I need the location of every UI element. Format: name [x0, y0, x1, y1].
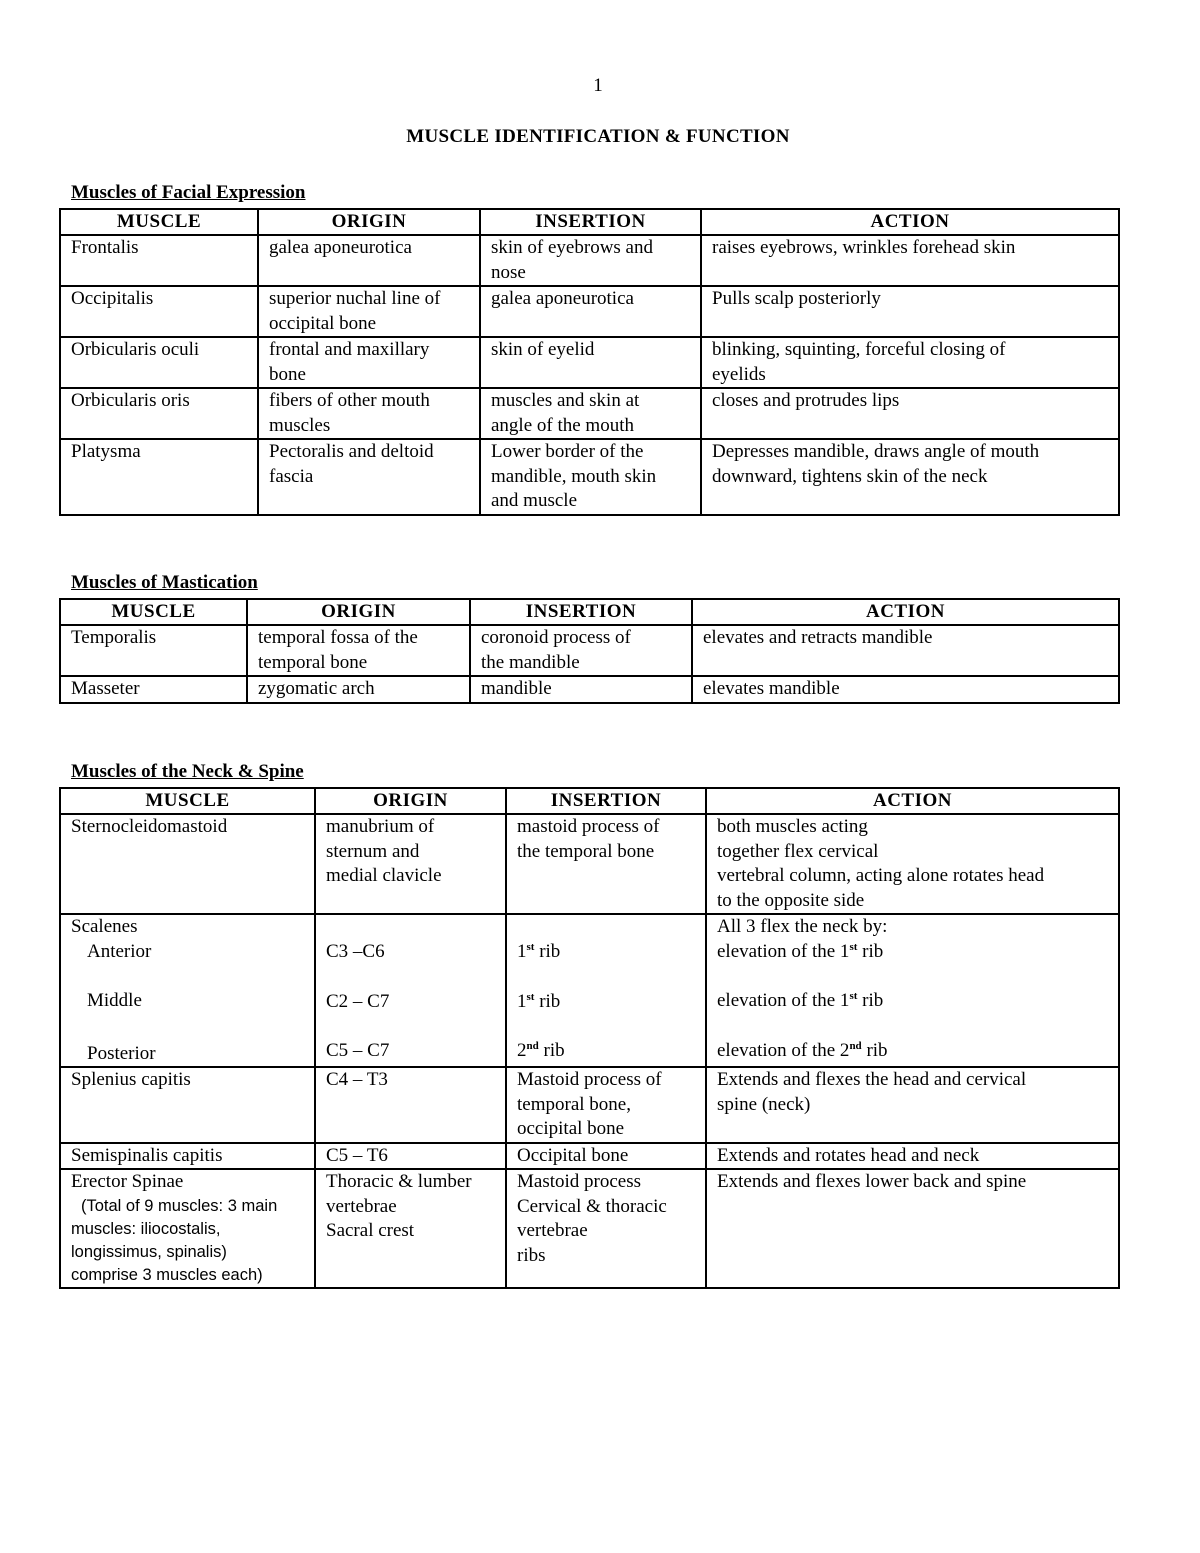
- table-row: [60, 1169, 1119, 1288]
- action-line: raises eyebrows, wrinkles forehead skin: [712, 237, 1016, 258]
- cell-muscle: [60, 1067, 315, 1143]
- origin-line: temporal fossa of the: [258, 627, 418, 648]
- insertion-line: galea aponeurotica: [491, 288, 634, 309]
- table-row: [60, 337, 1119, 388]
- header-muscle: MUSCLE: [60, 788, 315, 814]
- cell-origin: [258, 439, 480, 515]
- action-line: blinking, squinting, forceful closing of: [712, 339, 1006, 360]
- action-line: All 3 flex the neck by:: [717, 916, 888, 937]
- origin-line: vertebrae: [326, 1195, 397, 1217]
- cell-action: [706, 1067, 1119, 1143]
- origin-line: sternum and: [326, 840, 420, 862]
- insertion-line: temporal bone,: [517, 1093, 631, 1115]
- cell-muscle: [60, 1143, 315, 1170]
- header-origin: ORIGIN: [247, 599, 470, 625]
- origin-line: zygomatic arch: [258, 678, 375, 699]
- insertion-line: Cervical & thoracic: [517, 1195, 667, 1217]
- table-row: [60, 235, 1119, 286]
- origin-line: Pectoralis and deltoid: [269, 441, 434, 462]
- cell-action: [706, 1169, 1119, 1288]
- insertion-line: angle of the mouth: [491, 414, 634, 436]
- action-line: elevation of the 1st rib: [717, 990, 884, 1011]
- cell-insertion: [480, 235, 701, 286]
- origin-line: occipital bone: [269, 312, 377, 334]
- action-line: spine (neck): [717, 1093, 811, 1115]
- insertion-line: skin of eyelid: [491, 339, 595, 360]
- action-line: elevation of the 2nd rib: [717, 1039, 888, 1061]
- insertion-line: skin of eyebrows and: [491, 237, 653, 258]
- cell-origin: [258, 235, 480, 286]
- action-line: together flex cervical: [717, 840, 879, 862]
- cell-origin: [315, 1067, 506, 1143]
- section-heading-facial-expression: Muscles of Facial Expression: [71, 182, 306, 203]
- cell-origin: [258, 337, 480, 388]
- cell-action: [701, 388, 1119, 439]
- action-line: Pulls scalp posteriorly: [712, 288, 881, 309]
- cell-insertion: [506, 1067, 706, 1143]
- cell-insertion: [506, 814, 706, 914]
- action-line: both muscles acting: [717, 816, 868, 837]
- cell-muscle: [60, 286, 258, 337]
- action-line: to the opposite side: [717, 889, 865, 911]
- insertion-line: the mandible: [481, 651, 580, 673]
- cell-muscle: [60, 337, 258, 388]
- cell-muscle: [60, 388, 258, 439]
- neck-spine-table: [59, 787, 1120, 1289]
- insertion-line: and muscle: [491, 490, 578, 511]
- document-title: MUSCLE IDENTIFICATION & FUNCTION: [406, 126, 790, 147]
- muscle-line: Masseter: [71, 678, 140, 699]
- origin-line: C2 – C7: [326, 990, 390, 1012]
- header-action: ACTION: [706, 788, 1119, 814]
- table-row: [60, 1143, 1119, 1170]
- table-header-row: [60, 788, 1119, 814]
- origin-line: muscles: [269, 414, 331, 436]
- cell-insertion: [470, 676, 692, 703]
- action-line: eyelids: [712, 363, 766, 385]
- table-row: [60, 1067, 1119, 1143]
- origin-line: manubrium of: [326, 816, 435, 837]
- origin-line: frontal and maxillary: [269, 339, 430, 360]
- table-body: [60, 235, 1119, 515]
- cell-action: [706, 1143, 1119, 1170]
- cell-insertion: [480, 286, 701, 337]
- header-insertion: INSERTION: [506, 788, 706, 814]
- origin-line: Thoracic & lumber: [326, 1171, 472, 1192]
- action-line: elevates and retracts mandible: [703, 627, 933, 648]
- origin-line: C5 – C7: [326, 1040, 390, 1061]
- cell-insertion: [470, 625, 692, 676]
- action-line: closes and protrudes lips: [712, 390, 900, 411]
- header-insertion: INSERTION: [470, 599, 692, 625]
- muscle-name: Sternocleidomastoid: [71, 816, 228, 837]
- origin-line: temporal bone: [258, 651, 368, 673]
- cell-insertion: [480, 337, 701, 388]
- insertion-line: occipital bone: [517, 1118, 625, 1139]
- table-row: [60, 439, 1119, 515]
- insertion-line: mandible, mouth skin: [491, 465, 657, 487]
- insertion-line: Lower border of the: [491, 441, 644, 462]
- origin-line: superior nuchal line of: [269, 288, 441, 309]
- muscle-line: Frontalis: [71, 237, 139, 258]
- insertion-line: nose: [491, 261, 526, 283]
- origin-line: C4 – T3: [326, 1069, 388, 1090]
- cell-insertion: [480, 388, 701, 439]
- muscle-name: Semispinalis capitis: [71, 1144, 223, 1166]
- cell-action: [701, 337, 1119, 388]
- table-row: [60, 914, 1119, 1067]
- cell-muscle: [60, 625, 247, 676]
- note-line: (Total of 9 muscles: 3 main: [81, 1196, 278, 1215]
- insertion-line: mastoid process of: [517, 816, 660, 837]
- insertion-line: mandible: [481, 678, 552, 699]
- note-line: comprise 3 muscles each): [71, 1265, 263, 1284]
- cell-origin: [258, 286, 480, 337]
- origin-line: fibers of other mouth: [269, 390, 430, 411]
- action-line: Depresses mandible, draws angle of mouth: [712, 441, 1040, 462]
- header-origin: ORIGIN: [315, 788, 506, 814]
- insertion-line: Mastoid process: [517, 1171, 642, 1192]
- action-line: Extends and flexes lower back and spine: [717, 1171, 1027, 1192]
- table-header-row: [60, 209, 1119, 235]
- origin-line: C5 – T6: [326, 1144, 388, 1166]
- table-row: [60, 676, 1119, 703]
- action-line: elevates mandible: [703, 678, 840, 699]
- insertion-line: vertebrae: [517, 1220, 588, 1241]
- origin-line: Sacral crest: [326, 1220, 415, 1241]
- scalene-anterior-label: Anterior: [87, 940, 152, 962]
- insertion-line: ribs: [517, 1244, 546, 1266]
- section-heading-mastication: Muscles of Mastication: [71, 572, 258, 593]
- cell-muscle: [60, 235, 258, 286]
- header-action: ACTION: [701, 209, 1119, 235]
- header-muscle: MUSCLE: [60, 599, 247, 625]
- table-row: [60, 814, 1119, 914]
- action-line: downward, tightens skin of the neck: [712, 465, 988, 487]
- muscle-name: Scalenes: [71, 916, 138, 937]
- header-origin: ORIGIN: [258, 209, 480, 235]
- origin-line: fascia: [269, 465, 314, 487]
- cell-origin: [315, 1169, 506, 1288]
- scalene-middle-label: Middle: [87, 990, 142, 1011]
- note-line: muscles: iliocostalis,: [71, 1219, 221, 1238]
- mastication-table: [59, 598, 1120, 704]
- table-row: [60, 388, 1119, 439]
- cell-action: [701, 235, 1119, 286]
- cell-insertion: [506, 1169, 706, 1288]
- cell-muscle: [60, 676, 247, 703]
- cell-insertion: [506, 914, 706, 1067]
- section-heading-neck-spine: Muscles of the Neck & Spine: [71, 761, 304, 782]
- muscle-line: Orbicularis oris: [71, 390, 190, 411]
- cell-origin: [315, 914, 506, 1067]
- insertion-line: Occipital bone: [517, 1144, 629, 1166]
- header-insertion: INSERTION: [480, 209, 701, 235]
- cell-muscle: [60, 814, 315, 914]
- origin-line: bone: [269, 363, 306, 385]
- muscle-line: Platysma: [71, 441, 141, 462]
- header-action: ACTION: [692, 599, 1119, 625]
- insertion-line: coronoid process of: [481, 627, 631, 648]
- erector-note: [71, 1195, 314, 1287]
- cell-action: [701, 439, 1119, 515]
- insertion-line: Mastoid process of: [517, 1069, 662, 1090]
- insertion-line: the temporal bone: [517, 840, 655, 862]
- action-line: elevation of the 1st rib: [717, 940, 884, 962]
- cell-muscle: [60, 1169, 315, 1288]
- cell-origin: [247, 625, 470, 676]
- insertion-line: muscles and skin at: [491, 390, 640, 411]
- cell-origin: [315, 814, 506, 914]
- table-row: [60, 625, 1119, 676]
- origin-line: C3 –C6: [326, 941, 385, 962]
- note-line: longissimus, spinalis): [71, 1242, 227, 1261]
- origin-line: galea aponeurotica: [269, 237, 412, 258]
- action-line: vertebral column, acting alone rotates head: [717, 865, 1045, 886]
- origin-line: medial clavicle: [326, 865, 442, 886]
- cell-action: [692, 676, 1119, 703]
- facial-expression-table: [59, 208, 1120, 516]
- cell-action: [706, 914, 1119, 1067]
- insertion-line: 1st rib: [517, 990, 561, 1012]
- muscle-line: Temporalis: [71, 627, 157, 648]
- cell-muscle: [60, 439, 258, 515]
- cell-action: [701, 286, 1119, 337]
- cell-origin: [247, 676, 470, 703]
- page-number: 1: [593, 75, 603, 96]
- insertion-line: 1st rib: [517, 941, 561, 962]
- cell-action: [706, 814, 1119, 914]
- action-line: Extends and flexes the head and cervical: [717, 1069, 1027, 1090]
- muscle-line: Occipitalis: [71, 288, 154, 309]
- cell-muscle: [60, 914, 315, 1067]
- action-line: Extends and rotates head and neck: [717, 1144, 980, 1166]
- cell-insertion: [480, 439, 701, 515]
- table-row: [60, 286, 1119, 337]
- muscle-line: Orbicularis oculi: [71, 339, 200, 360]
- cell-origin: [258, 388, 480, 439]
- cell-action: [692, 625, 1119, 676]
- table-body: [60, 625, 1119, 703]
- muscle-name: Splenius capitis: [71, 1069, 191, 1090]
- cell-insertion: [506, 1143, 706, 1170]
- insertion-line: 2nd rib: [517, 1040, 565, 1061]
- scalene-posterior-label: Posterior: [87, 1042, 156, 1064]
- table-header-row: [60, 599, 1119, 625]
- header-muscle: MUSCLE: [60, 209, 258, 235]
- muscle-name: Erector Spinae: [71, 1171, 184, 1192]
- cell-origin: [315, 1143, 506, 1170]
